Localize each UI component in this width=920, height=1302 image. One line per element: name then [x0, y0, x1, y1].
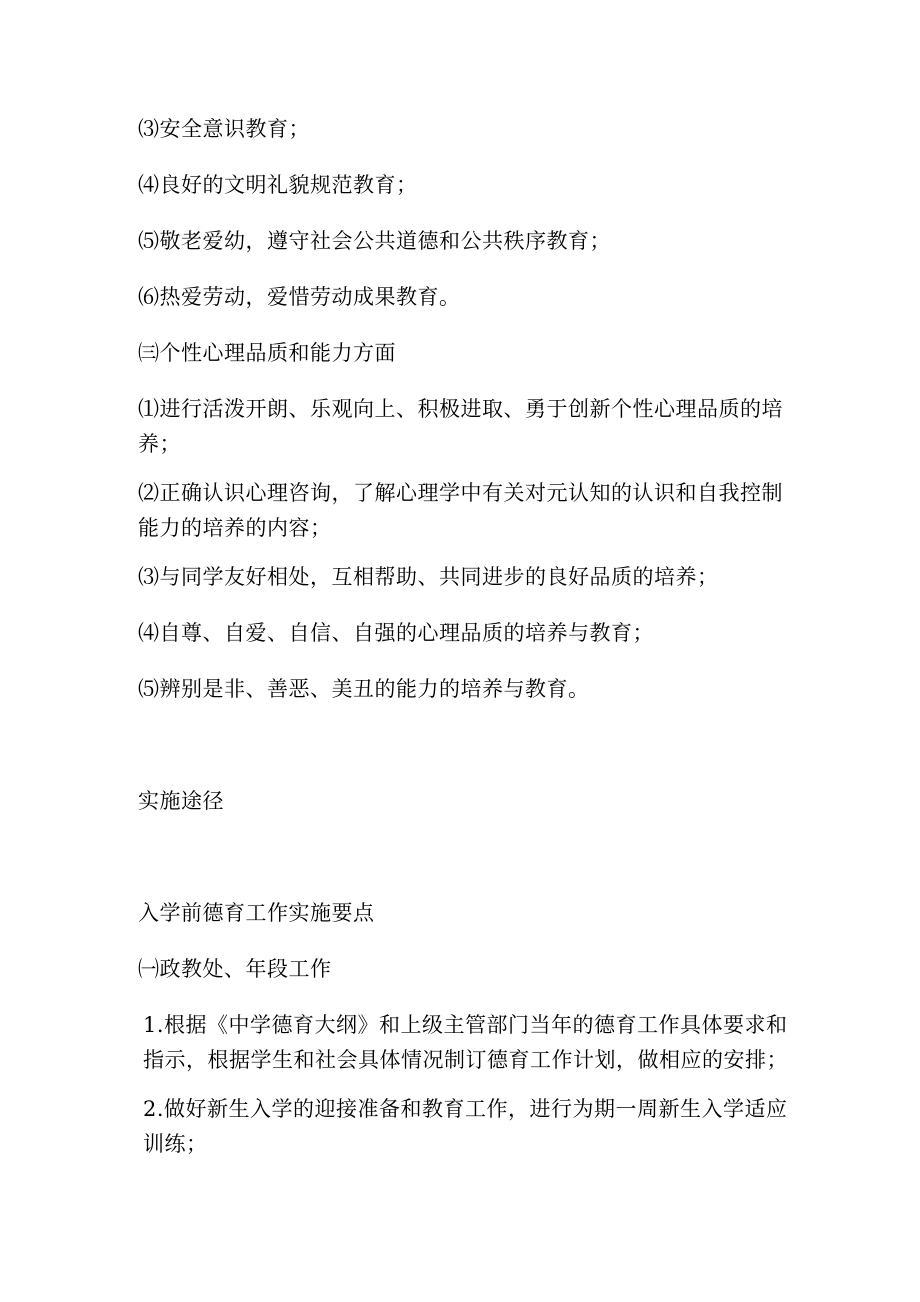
paragraph-peer-relations: ⑶与同学友好相处，互相帮助、共同进步的良好品质的培养； [138, 565, 719, 589]
paragraph-item-2: 2.做好新生入学的迎接准备和教育工作，进行为期一周新生入学适应训练； [143, 1097, 788, 1156]
paragraph-personality-cultivation: ⑴进行活泼开朗、乐观向上、积极进取、勇于创新个性心理品质的培养； [138, 397, 783, 456]
paragraph-labor-education: ⑹热爱劳动，爱惜劳动成果教育。 [138, 285, 461, 309]
paragraph-psychological-counseling: ⑵正确认识心理咨询，了解心理学中有关对元认知的认识和自我控制能力的培养的内容； [138, 481, 783, 540]
paragraph-self-respect: ⑷自尊、自爱、自信、自强的心理品质的培养与教育； [138, 621, 654, 645]
paragraph-civility-education: ⑷良好的文明礼貌规范教育； [138, 173, 418, 197]
paragraph-item-1: 1.根据《中学德育大纲》和上级主管部门当年的德育工作具体要求和指示，根据学生和社会具体情况制订德育工作计划，做相应的安排； [143, 1013, 788, 1072]
paragraph-moral-judgment: ⑸辨别是非、善恶、美丑的能力的培养与教育。 [138, 677, 590, 701]
section-title-implementation: 实施途径 [138, 789, 224, 813]
paragraph-public-morality-education: ⑸敬老爱幼，遵守社会公共道德和公共秩序教育； [138, 229, 611, 253]
subsection-heading-administration: ㈠政教处、年段工作 [138, 957, 332, 981]
paragraph-safety-education: ⑶安全意识教育； [138, 117, 310, 141]
section-title-pre-enrollment: 入学前德育工作实施要点 [138, 901, 375, 925]
section-heading-psychology: ㈢个性心理品质和能力方面 [138, 341, 396, 365]
